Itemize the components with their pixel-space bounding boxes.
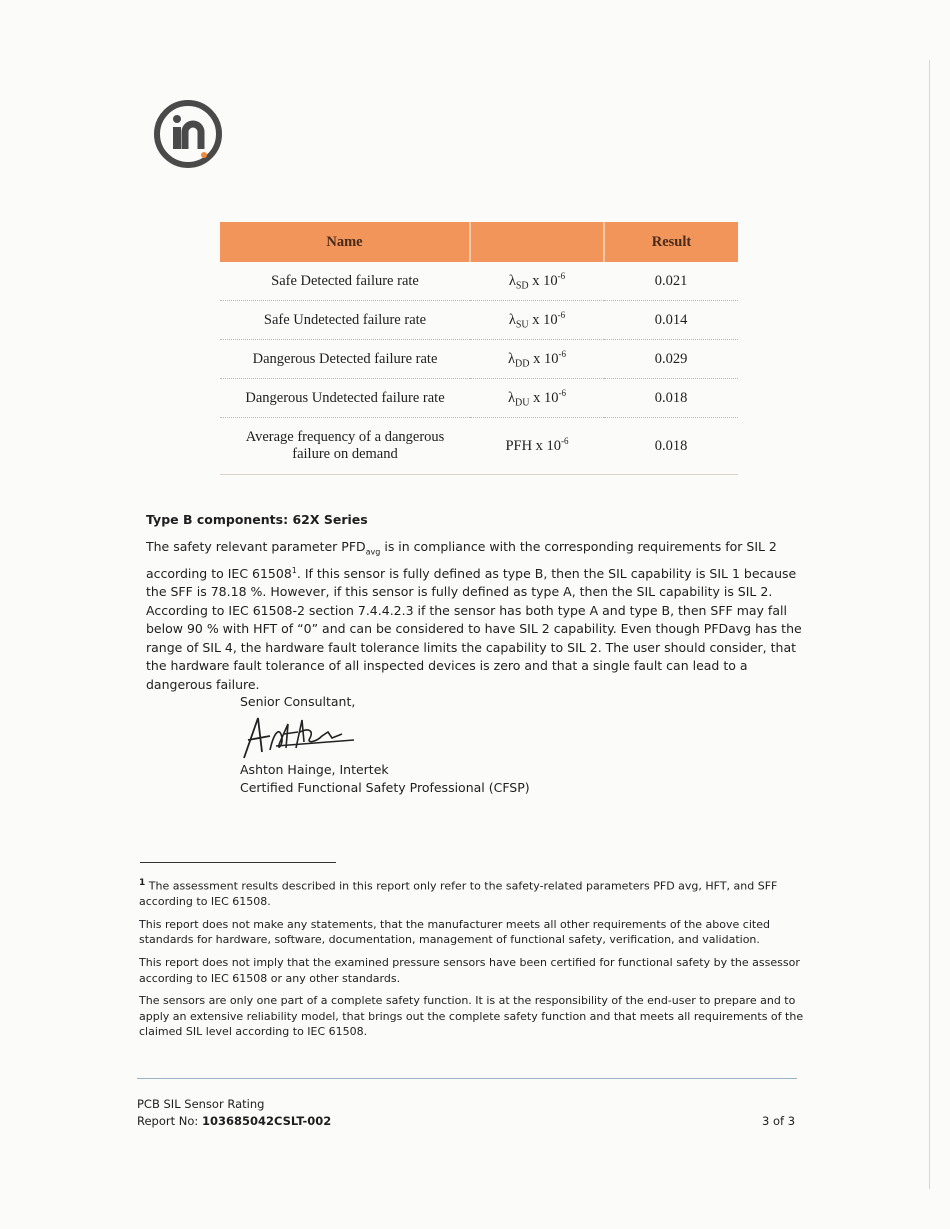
header-symbol bbox=[470, 222, 604, 262]
header-name: Name bbox=[220, 222, 470, 262]
disclaimer-standards: This report does not make any statements, that the manufacturer meets all other requirements of the above cited standards for hardware, software, documentation, management of functional safety, verification, and validation. bbox=[139, 917, 770, 947]
signature-icon bbox=[236, 712, 366, 764]
page-number: 3 of 3 bbox=[762, 1114, 796, 1128]
row-name: Safe Detected failure rate bbox=[220, 262, 470, 301]
row-result: 0.018 bbox=[604, 418, 738, 475]
header-result: Result bbox=[604, 222, 738, 262]
footer-title: PCB SIL Sensor Rating bbox=[137, 1097, 265, 1111]
table-row bbox=[220, 418, 738, 475]
disclaimer-responsibility: The sensors are only one part of a complete safety function. It is at the responsibility of the end-user to prepare and to apply an extensive reliability model, that brings out the complete safety function and that meets all requirements of the claimed SIL level according to IEC 61508. bbox=[139, 994, 804, 1039]
signer-certification: Certified Functional Safety Professional (CFSP) bbox=[240, 780, 530, 795]
table-row bbox=[220, 379, 738, 418]
disclaimer-certification: This report does not imply that the examined pressure sensors have been certified for functional safety by the assessor according to IEC 61508 or any other standards. bbox=[139, 956, 800, 985]
row-name: Dangerous Undetected failure rate bbox=[220, 379, 470, 418]
table-header-row bbox=[220, 222, 738, 262]
row-result: 0.014 bbox=[604, 301, 738, 340]
table-row bbox=[220, 340, 738, 379]
table-row bbox=[220, 301, 738, 340]
table-row bbox=[220, 262, 738, 301]
row-name: Dangerous Detected failure rate bbox=[220, 340, 470, 379]
footer-divider bbox=[137, 1078, 797, 1079]
row-result: 0.018 bbox=[604, 379, 738, 418]
signoff-title: Senior Consultant, bbox=[240, 694, 356, 709]
footnotes bbox=[139, 876, 807, 1047]
footnote-divider bbox=[140, 862, 336, 863]
footer-report-number: Report No: 103685042CSLT-002 bbox=[137, 1114, 332, 1128]
row-symbol: $\lambda_{DU}$ x $10^{-6}$ bbox=[470, 379, 604, 418]
row-symbol: PFH x $10^{-6}$ bbox=[470, 418, 604, 475]
row-symbol: $\lambda_{SU}$ x $10^{-6}$ bbox=[470, 301, 604, 340]
section-heading: Type B components: 62X Series bbox=[146, 512, 368, 527]
page-edge bbox=[929, 60, 930, 1189]
row-name: Average frequency of a dangerous failure on demand bbox=[220, 418, 470, 475]
assessment-paragraph: The safety relevant parameter $PFD_{avg}$ is in compliance with the corresponding requirements for SIL 2 according to IEC 61508$^1$. If this sensor is fully defined as type B, then the SIL capability is SIL 1 because the SFF is 78.18 %. However, if this sensor is fully defined as type A, then the SIL capability is SIL 2. According to IEC 61508-2 section 7.4.4.2.3 if the sensor has both type A and type B, then SFF may fall below 90 % with HFT of “0” and can be considered to have SIL 2 capability. Even though PFDavg has the range of SIL 4, the hardware fault tolerance limits the capability to SIL 2. The user should consider, that the hardware fault tolerance of all inspected devices is zero and that a single fault can lead to a dangerous failure. bbox=[146, 539, 802, 692]
failure-rate-table bbox=[220, 222, 738, 475]
intertek-logo-icon bbox=[152, 98, 224, 170]
row-symbol: $\lambda_{SD}$ x $10^{-6}$ bbox=[470, 262, 604, 301]
row-name: Safe Undetected failure rate bbox=[220, 301, 470, 340]
signer-name: Ashton Hainge, Intertek bbox=[240, 762, 389, 777]
row-result: 0.029 bbox=[604, 340, 738, 379]
row-symbol: $\lambda_{DD}$ x $10^{-6}$ bbox=[470, 340, 604, 379]
footnote-1: $^1$ The assessment results described in this report only refer to the safety-related parameters PFD avg, HFT, and SFF according to IEC 61508. bbox=[139, 878, 778, 909]
row-result: 0.021 bbox=[604, 262, 738, 301]
